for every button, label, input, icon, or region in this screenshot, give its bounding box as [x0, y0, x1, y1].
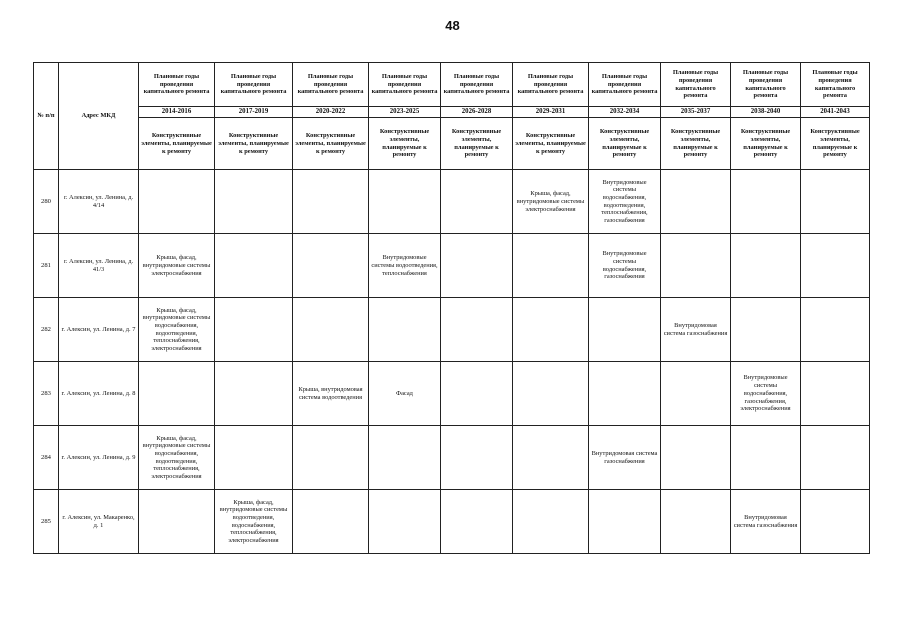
- period-years-cell: 2020-2022: [293, 107, 369, 118]
- period-years-cell: 2029-2031: [513, 107, 589, 118]
- repair-elements-cell: [441, 170, 513, 234]
- elements-title-cell: Конструктивные элементы, планируемые к ремонту: [589, 118, 661, 170]
- repair-elements-cell: [661, 362, 731, 426]
- repair-elements-cell: [215, 298, 293, 362]
- repair-elements-cell: [441, 490, 513, 554]
- repair-elements-cell: [293, 234, 369, 298]
- row-address: г. Алексин, ул. Ленина, д. 8: [59, 362, 139, 426]
- repair-elements-cell: [801, 362, 870, 426]
- period-years-cell: 2032-2034: [589, 107, 661, 118]
- num-header: № п/п: [34, 63, 59, 170]
- period-title-cell: Плановые годы проведения капитального ремонта: [513, 63, 589, 107]
- address-header: Адрес МКД: [59, 63, 139, 170]
- repair-elements-cell: [215, 426, 293, 490]
- repair-elements-cell: [369, 170, 441, 234]
- repair-elements-cell: [731, 170, 801, 234]
- period-years-cell: 2014-2016: [139, 107, 215, 118]
- repair-elements-cell: [731, 426, 801, 490]
- row-address: г. Алексин, ул. Ленина, д. 4/14: [59, 170, 139, 234]
- repair-elements-cell: [731, 298, 801, 362]
- elements-title-cell: Конструктивные элементы, планируемые к ремонту: [661, 118, 731, 170]
- row-number: 282: [34, 298, 59, 362]
- repair-elements-cell: [139, 170, 215, 234]
- repair-elements-cell: [801, 426, 870, 490]
- period-years-cell: 2023-2025: [369, 107, 441, 118]
- repair-elements-cell: Внутридомовые системы водоснабжения, газоснабжения: [589, 234, 661, 298]
- repair-elements-cell: [661, 170, 731, 234]
- repair-elements-cell: [661, 490, 731, 554]
- period-title-cell: Плановые годы проведения капитального ремонта: [215, 63, 293, 107]
- period-years-cell: 2041-2043: [801, 107, 870, 118]
- repair-elements-cell: [441, 362, 513, 426]
- header-row-period-title: [34, 63, 870, 107]
- repair-elements-cell: Внутридомовые системы водоснабжения, водоотведения, теплоснабжения, газоснабжения: [589, 170, 661, 234]
- header-row-periods: [34, 107, 870, 118]
- repair-elements-cell: [589, 298, 661, 362]
- repair-elements-cell: Фасад: [369, 362, 441, 426]
- row-address: г. Алексин, ул. Ленина, д. 9: [59, 426, 139, 490]
- row-number: 284: [34, 426, 59, 490]
- period-title-cell: Плановые годы проведения капитального ремонта: [801, 63, 870, 107]
- row-number: 285: [34, 490, 59, 554]
- elements-title-cell: Конструктивные элементы, планируемые к ремонту: [801, 118, 870, 170]
- repair-elements-cell: [441, 234, 513, 298]
- period-title-cell: Плановые годы проведения капитального ремонта: [369, 63, 441, 107]
- repair-elements-cell: [513, 362, 589, 426]
- page-number: 48: [445, 18, 460, 33]
- repair-elements-cell: Крыша, внутридомовая система водоотведения: [293, 362, 369, 426]
- repair-elements-cell: [441, 298, 513, 362]
- period-title-cell: Плановые годы проведения капитального ремонта: [661, 63, 731, 107]
- repair-elements-cell: [801, 234, 870, 298]
- period-title-cell: Плановые годы проведения капитального ремонта: [139, 63, 215, 107]
- repair-elements-cell: [441, 426, 513, 490]
- repair-elements-cell: [513, 234, 589, 298]
- repair-elements-cell: Крыша, фасад, внутридомовые системы электроснабжения: [139, 234, 215, 298]
- table-row: [34, 234, 870, 298]
- repair-elements-cell: [661, 234, 731, 298]
- repair-elements-cell: [139, 362, 215, 426]
- repair-elements-cell: [369, 426, 441, 490]
- period-years-cell: 2026-2028: [441, 107, 513, 118]
- repair-elements-cell: Крыша, фасад, внутридомовые системы водоотведения, водоснабжения, теплоснабжения, электроснабжения: [215, 490, 293, 554]
- row-address: г. Алексин, ул. Макаренко, д. 1: [59, 490, 139, 554]
- repair-elements-cell: [801, 298, 870, 362]
- repair-elements-cell: [293, 170, 369, 234]
- row-address: г. Алексин, ул. Ленина, д. 7: [59, 298, 139, 362]
- period-title-cell: Плановые годы проведения капитального ремонта: [441, 63, 513, 107]
- repair-elements-cell: [661, 426, 731, 490]
- repair-elements-cell: Внутридомовые системы водоотведения, теплоснабжения: [369, 234, 441, 298]
- repair-elements-cell: [513, 490, 589, 554]
- row-number: 283: [34, 362, 59, 426]
- repair-elements-cell: Крыша, фасад, внутридомовые системы водоснабжения, водоотведения, теплоснабжения, электроснабжения: [139, 426, 215, 490]
- repair-elements-cell: [731, 234, 801, 298]
- repair-elements-cell: [293, 490, 369, 554]
- elements-title-cell: Конструктивные элементы, планируемые к ремонту: [731, 118, 801, 170]
- table-body: [34, 170, 870, 554]
- period-title-cell: Плановые годы проведения капитального ремонта: [731, 63, 801, 107]
- repair-elements-cell: Внутридомовые системы водоснабжения, газоснабжения, электроснабжения: [731, 362, 801, 426]
- period-title-cell: Плановые годы проведения капитального ремонта: [589, 63, 661, 107]
- elements-title-cell: Конструктивные элементы, планируемые к ремонту: [139, 118, 215, 170]
- repair-elements-cell: [293, 298, 369, 362]
- repair-elements-cell: [801, 170, 870, 234]
- table-row: [34, 170, 870, 234]
- repair-elements-cell: Крыша, фасад, внутридомовые системы водоснабжения, водоотведения, теплоснабжения, электроснабжения: [139, 298, 215, 362]
- repair-elements-cell: [589, 490, 661, 554]
- repair-elements-cell: [215, 170, 293, 234]
- repair-elements-cell: Крыша, фасад, внутридомовые системы электроснабжения: [513, 170, 589, 234]
- row-address: г. Алексин, ул. Ленина, д. 41/3: [59, 234, 139, 298]
- period-years-cell: 2038-2040: [731, 107, 801, 118]
- period-years-cell: 2017-2019: [215, 107, 293, 118]
- elements-title-cell: Конструктивные элементы, планируемые к ремонту: [215, 118, 293, 170]
- repair-elements-cell: [801, 490, 870, 554]
- repair-elements-cell: [215, 234, 293, 298]
- repair-elements-cell: [369, 298, 441, 362]
- capital-repair-table: [33, 62, 870, 554]
- elements-title-cell: Конструктивные элементы, планируемые к ремонту: [441, 118, 513, 170]
- repair-elements-cell: [139, 490, 215, 554]
- period-years-cell: 2035-2037: [661, 107, 731, 118]
- repair-elements-cell: [215, 362, 293, 426]
- repair-elements-cell: [293, 426, 369, 490]
- repair-elements-cell: Внутридомовая система газоснабжения: [589, 426, 661, 490]
- repair-elements-cell: Внутридомовая система газоснабжения: [731, 490, 801, 554]
- elements-title-cell: Конструктивные элементы, планируемые к ремонту: [293, 118, 369, 170]
- repair-elements-cell: [513, 426, 589, 490]
- repair-elements-cell: [589, 362, 661, 426]
- header-row-elements-title: [34, 118, 870, 170]
- elements-title-cell: Конструктивные элементы, планируемые к ремонту: [369, 118, 441, 170]
- repair-elements-cell: [513, 298, 589, 362]
- table-row: [34, 362, 870, 426]
- table-row: [34, 298, 870, 362]
- row-number: 280: [34, 170, 59, 234]
- row-number: 281: [34, 234, 59, 298]
- repair-elements-cell: [369, 490, 441, 554]
- period-title-cell: Плановые годы проведения капитального ремонта: [293, 63, 369, 107]
- repair-elements-cell: Внутридомовая система газоснабжения: [661, 298, 731, 362]
- table-row: [34, 490, 870, 554]
- elements-title-cell: Конструктивные элементы, планируемые к ремонту: [513, 118, 589, 170]
- table-row: [34, 426, 870, 490]
